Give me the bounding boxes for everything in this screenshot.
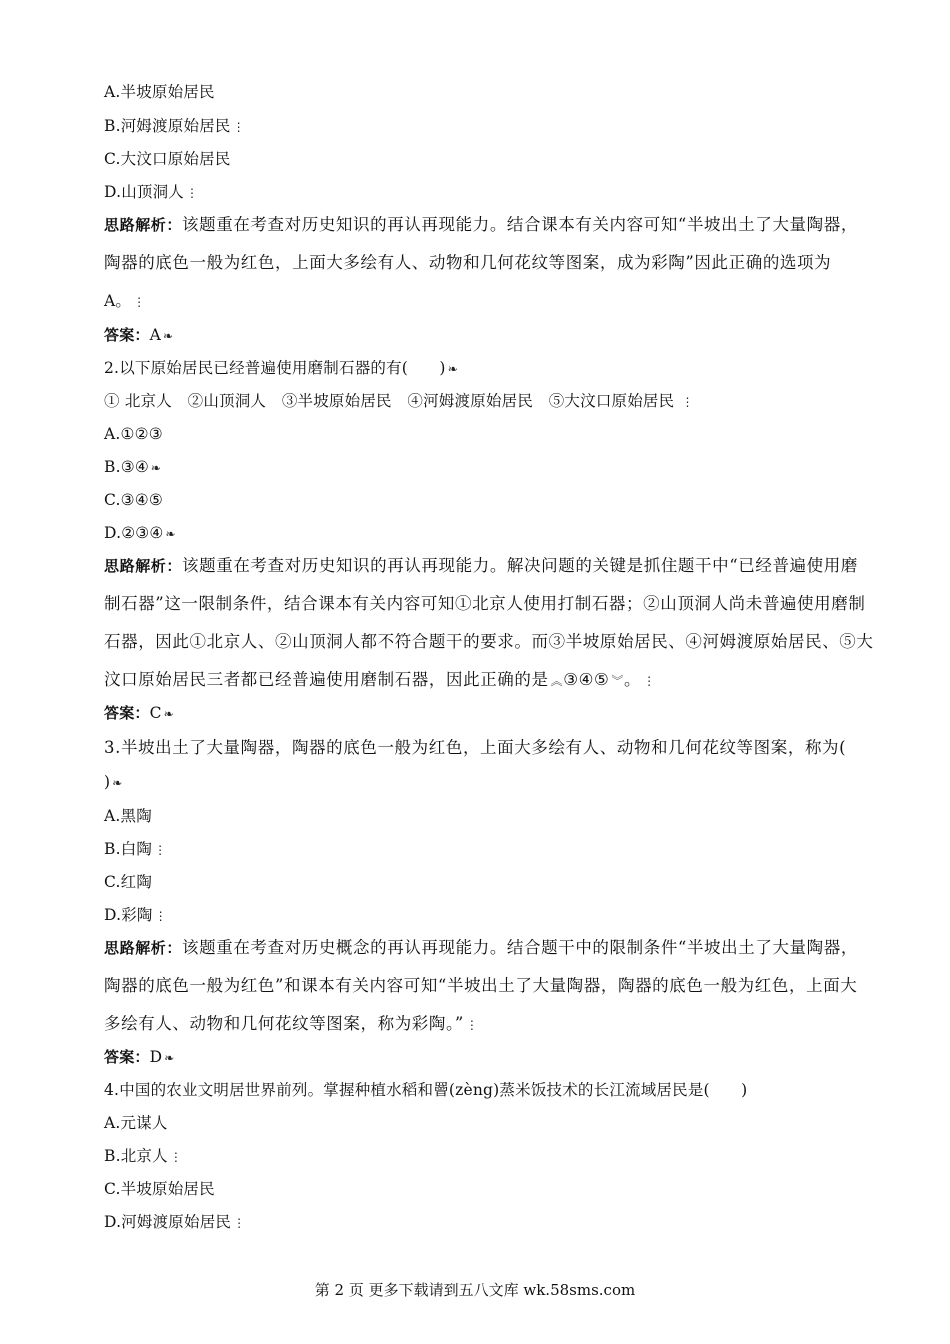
- q3-option-c: C.红陶: [104, 873, 153, 891]
- q3-analysis-line-3: 多绘有人、动物和几何花纹等图案，称为彩陶。” ⋮: [104, 1014, 479, 1033]
- answer-label: 答案：: [104, 326, 150, 344]
- colon-mark-icon: ⋮: [186, 186, 199, 200]
- q2-answer: 答案：C ❧: [104, 704, 174, 722]
- q1-analysis-line-3: A。 ⋮: [104, 292, 146, 310]
- q2-option-b: B.③④ ❧: [104, 458, 162, 476]
- colon-mark-icon: ⋮: [233, 1216, 246, 1230]
- analysis-label: 思路解析：: [104, 557, 183, 575]
- q1-option-d: D.山顶洞人 ⋮: [104, 183, 199, 201]
- q1-option-c: C.大汶口原始居民: [104, 150, 231, 168]
- q1-analysis-line-2: 陶器的底色一般为红色，上面大多绘有人、动物和几何花纹等图案，成为彩陶”因此正确的选项为: [104, 253, 832, 272]
- swirl-mark-icon: ❧: [165, 527, 176, 541]
- colon-mark-icon: ⋮: [154, 909, 167, 923]
- q2-analysis-line-3: 石器，因此①北京人、②山顶洞人都不符合题干的要求。而③半坡原始居民、④河姆渡原始居民、⑤大: [104, 632, 874, 651]
- q2-option-a: A.①②③: [104, 425, 163, 443]
- q3-analysis-line-1: 思路解析：该题重在考查对历史概念的再认再现能力。结合题干中的限制条件“半坡出土了大量陶器，: [104, 938, 858, 957]
- q2-analysis-line-4: 汶口原始居民三者都已经普遍使用磨制石器，因此正确的是 ︽③④⑤ ︾。 ⋮: [104, 670, 656, 689]
- q2-option-d: D.②③④ ❧: [104, 524, 176, 542]
- q4-option-d: D.河姆渡原始居民 ⋮: [104, 1213, 246, 1231]
- q4-option-b: B.北京人 ⋮: [104, 1147, 183, 1165]
- colon-mark-icon: ⋮: [643, 673, 656, 688]
- q3-stem-line-2: ) ❧: [104, 773, 123, 791]
- q2-analysis-line-1: 思路解析：该题重在考查对历史知识的再认再现能力。解决问题的关键是抓住题干中“已经普遍使用磨: [104, 556, 858, 575]
- colon-mark-icon: ⋮: [169, 1150, 183, 1164]
- q3-option-a: A.黑陶: [104, 807, 152, 825]
- page-footer: 第 2 页 更多下载请到五八文库 wk.58sms.com: [314, 1281, 636, 1299]
- q1-option-b: B.河姆渡原始居民 ⋮: [104, 117, 245, 135]
- q1-option-a: A.半坡原始居民: [104, 83, 215, 101]
- analysis-label: 思路解析：: [104, 216, 183, 234]
- swirl-mark-icon: ❧: [163, 329, 174, 343]
- colon-mark-icon: ⋮: [465, 1017, 479, 1032]
- analysis-label: 思路解析：: [104, 939, 183, 957]
- q4-stem: 4.中国的农业文明居世界前列。掌握种植水稻和罾(zèng)蒸米饭技术的长江流域居民是( ): [104, 1081, 748, 1099]
- q3-answer: 答案：D ❧: [104, 1048, 175, 1066]
- q2-analysis-line-2: 制石器”这一限制条件，结合课本有关内容可知①北京人使用打制石器；②山顶洞人尚未普遍使用磨制: [104, 594, 866, 613]
- colon-mark-icon: ⋮: [681, 395, 694, 409]
- q3-analysis-line-2: 陶器的底色一般为红色”和课本有关内容可知“半坡出土了大量陶器，陶器的底色一般为红色，上面大: [104, 976, 858, 995]
- swirl-mark-icon: ❧: [164, 1051, 175, 1065]
- q3-stem-line-1: 3.半坡出土了大量陶器，陶器的底色一般为红色，上面大多绘有人、动物和几何花纹等图案，称为(: [104, 738, 847, 757]
- close-mark-icon: ︾: [611, 673, 625, 688]
- swirl-mark-icon: ❧: [112, 776, 123, 790]
- swirl-mark-icon: ❧: [150, 461, 162, 475]
- answer-label: 答案：: [104, 704, 150, 722]
- q1-analysis-line-1: 思路解析：该题重在考查对历史知识的再认再现能力。结合课本有关内容可知“半坡出土了大量陶器，: [104, 215, 858, 234]
- swirl-mark-icon: ❧: [447, 362, 458, 376]
- swirl-mark-icon: ❧: [163, 707, 174, 721]
- q2-items: ① 北京人 ②山顶洞人 ③半坡原始居民 ④河姆渡原始居民 ⑤大汶口原始居民 ⋮: [104, 392, 694, 410]
- answer-label: 答案：: [104, 1048, 150, 1066]
- q2-option-c: C.③④⑤: [104, 491, 163, 509]
- q3-option-d: D.彩陶 ⋮: [104, 906, 167, 924]
- q2-stem: 2.以下原始居民已经普遍使用磨制石器的有( ) ❧: [104, 359, 458, 377]
- q3-option-b: B.白陶 ⋮: [104, 840, 167, 858]
- colon-mark-icon: ⋮: [154, 843, 167, 857]
- q4-option-c: C.半坡原始居民: [104, 1180, 215, 1198]
- colon-mark-icon: ⋮: [232, 120, 245, 134]
- open-mark-icon: ︽: [550, 673, 564, 688]
- colon-mark-icon: ⋮: [133, 295, 146, 309]
- q1-answer: 答案：A ❧: [104, 326, 174, 344]
- q4-option-a: A.元谋人: [104, 1114, 168, 1132]
